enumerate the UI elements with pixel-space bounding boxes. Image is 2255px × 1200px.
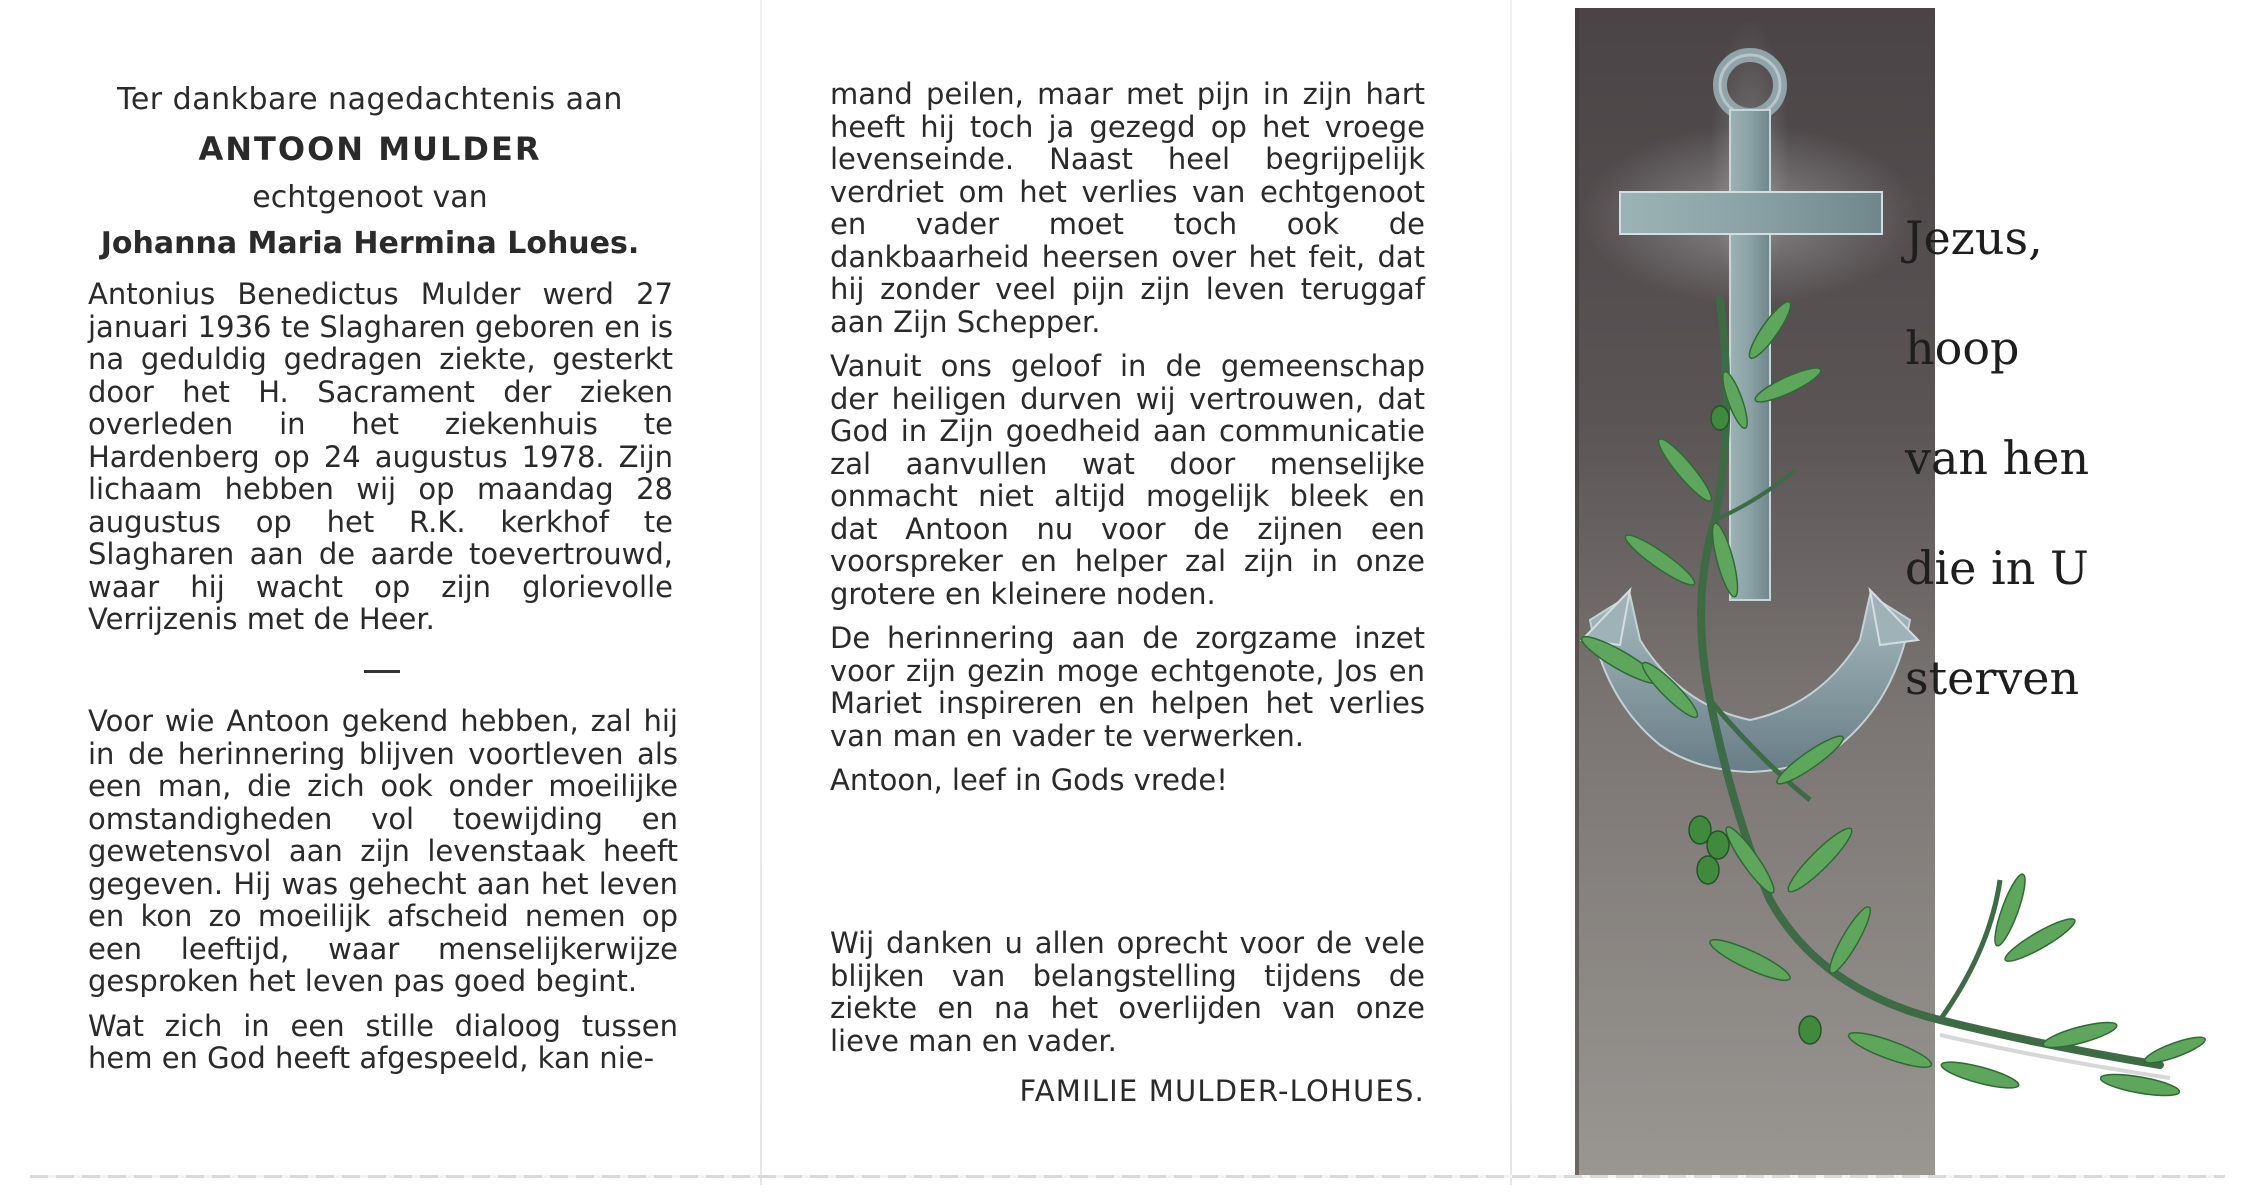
deceased-name: ANTOON MULDER xyxy=(198,130,542,168)
quote-text xyxy=(1905,210,2089,760)
family-signature: FAMILIE MULDER-LOHUES. xyxy=(1019,1074,1425,1108)
anchor-cross-olive-illustration xyxy=(1520,0,2255,1185)
biography-paragraph: Antonius Benedictus Mulder werd 27 januari 1936 te Slagharen geboren en is na geduldig gedragen ziekte, gesterkt door het H. Sacrament der zieken overleden in het ziekenhuis te Hardenberg op 24 augustus 1978. Zijn lichaam hebben wij op maandag 28 augustus op het R.K. kerkhof te Slagharen aan de aarde toevertrouwd, waar hij wacht op zijn glorievolle Verrijzenis met de Heer. xyxy=(88,277,673,636)
thanks-paragraph: Wij danken u allen oprecht voor de vele blijken van belangstelling tijdens de ziekte en na het overlijden van onze lieve man en vader. xyxy=(830,926,1425,1058)
intro-line: Ter dankbare nagedachtenis aan xyxy=(117,82,623,117)
remembrance-paragraph: De herinnering aan de zorgzame inzet voor zijn gezin moge echtgenote, Jos en Mariet inspireren en helpen het verlies van man en vader te verwerken. xyxy=(830,621,1425,753)
middle-text xyxy=(830,78,1425,809)
quote-line-1: Jezus, xyxy=(1905,211,2043,265)
card-bottom-edge xyxy=(30,1175,2225,1178)
spouse-label: echtgenoot van xyxy=(252,180,488,215)
right-page xyxy=(1510,0,2255,1200)
separator-dash xyxy=(364,670,400,673)
continuation-paragraph: mand peilen, maar met pijn in zijn hart heeft hij toch ja gezegd op het vroege levenseinde. Naast heel begrijpelijk verdriet om het verlies van echtgenoot en vader moet toch ook de dankbaarheid heersen over het feit, dat hij zonder veel pijn zijn leven teruggaf aan Zijn Schepper. xyxy=(830,77,1425,339)
left-page xyxy=(0,0,760,1200)
quote-line-5: sterven xyxy=(1905,651,2080,705)
memory-section xyxy=(88,705,678,1087)
cross-horizontal xyxy=(1620,192,1882,234)
farewell-line: Antoon, leef in Gods vrede! xyxy=(830,763,1228,797)
dialogue-paragraph: Wat zich in een stille dialoog tussen hem en God heeft afgespeeld, kan nie- xyxy=(88,1008,678,1075)
memory-paragraph: Voor wie Antoon gekend hebben, zal hij in de herinnering blijven voortleven als een man, die zich ook onder moeilijke omstandigheden vol toewijding en gewetensvol aan zijn levenstaak heeft gegeven. Hij was gehecht aan het leven en kon zo moeilijk afscheid nemen op een leeftijd, waar menselijkerwijze gesproken het leven pas goed begint. xyxy=(88,704,678,998)
quote-line-2: hoop xyxy=(1905,321,2020,375)
quote-line-3: van hen xyxy=(1905,431,2090,485)
faith-paragraph: Vanuit ons geloof in de gemeenschap der heiligen durven wij vertrouwen, dat God in Zijn goedheid aan communicatie zal aanvullen wat door menselijke onmacht niet altijd mogelijk bleek en dat Antoon nu voor de zijnen een voorspreker en helper zal zijn in onze grotere en kleinere noden. xyxy=(830,349,1425,611)
devotional-image xyxy=(1520,0,2255,1185)
middle-page xyxy=(760,0,1480,1200)
heading-block xyxy=(80,80,660,264)
quote-line-4: die in U xyxy=(1905,541,2089,595)
spouse-name: Johanna Maria Hermina Lohues. xyxy=(100,226,640,261)
